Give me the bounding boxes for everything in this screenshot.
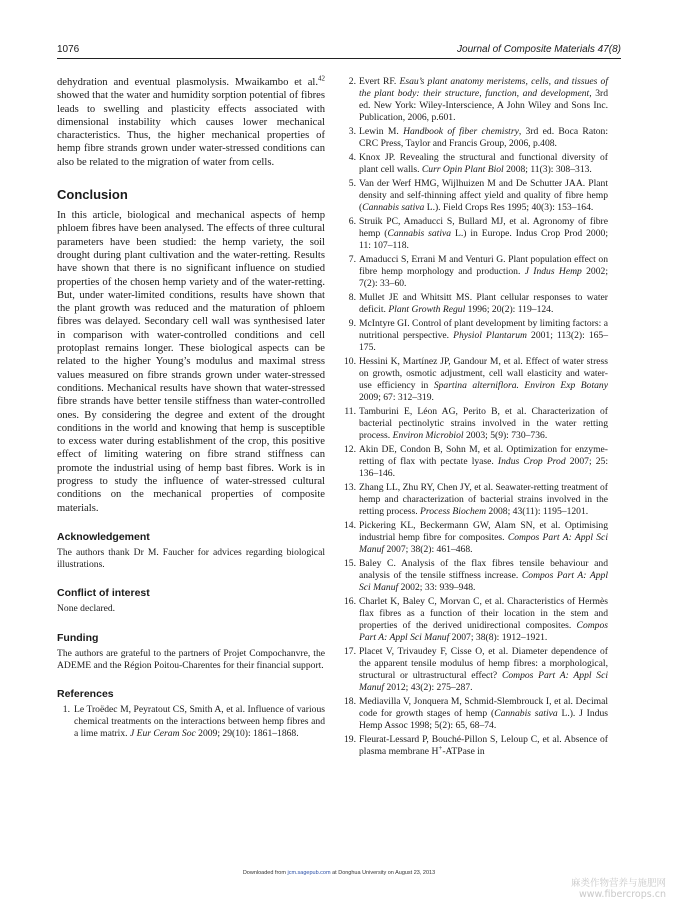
reference-item: 19. Fleurat-Lessard P, Bouché-Pillon S, Leloup C, et al. Absence of plasma membrane H+-ATPase in (344, 734, 608, 757)
reference-item: 13. Zhang LL, Zhu RY, Chen JY, et al. Seawater-retting treatment of hemp and characterization of bacterial strains involved in the retting process. Process Biochem 2008; 43(11): 1195–1201. (344, 482, 608, 517)
left-column (57, 76, 325, 742)
reference-item: 10. Hessini K, Martínez JP, Gandour M, et al. Effect of water stress on growth, osmotic adjustment, cell wall elasticity and water-use efficiency in Spartina alterniflora. Environ Exp Botany 2009; 67: 312–319. (344, 356, 608, 403)
reference-item: 11. Tamburini E, Léon AG, Perito B, et al. Characterization of bacterial pectinolytic strains involved in the water retting process. Environ Microbiol 2003; 5(9): 730–736. (344, 406, 608, 441)
reference-number: 5. (348, 178, 356, 189)
reference-item: 4. Knox JP. Revealing the structural and functional diversity of plant cell walls. Curr Opin Plant Biol 2008; 11(3): 308–313. (343, 152, 608, 176)
acknowledgement-heading: Acknowledgement (57, 530, 150, 543)
reference-number: 9. (348, 318, 356, 329)
reference-number: 2. (348, 76, 356, 87)
reference-item: 16. Charlet K, Baley C, Morvan C, et al. Characteristics of Hermès flax fibres as a function of their location in the stem and properties of the derived unidirectional composites. Compos Part A: Appl Sci Manuf 2007; 38(8): 1912–1921. (344, 596, 608, 643)
reference-number: 13. (344, 482, 356, 493)
citation-superscript[interactable]: 42 (318, 74, 325, 83)
reference-list-left (57, 704, 325, 740)
right-column (343, 76, 608, 760)
intro-paragraph: dehydration and eventual plasmolysis. Mwaikambo et al.$^{42}$ showed that the water and humidity sorption potential of fibres leads to swelling and plasticity effects associated with dimensional instability which causes lower mechanical characteristics. Thus, the higher mechanical properties of hemp fibre strands grown under water-stressed conditions can also be related to the migration of water from cells. (57, 74, 325, 168)
references-heading: References (57, 687, 114, 700)
reference-number: 1. (62, 703, 70, 715)
download-footer: Downloaded from jcm.sagepub.com at Donghua University on August 23, 2013 (242, 870, 436, 876)
journal-title: Journal of Composite Materials 47(8) (457, 44, 621, 55)
reference-item: 14. Pickering KL, Beckermann GW, Alam SN, et al. Optimising industrial hemp fibre for composites. Compos Part A: Appl Sci Manuf 2007; 38(2): 461–468. (344, 520, 608, 555)
site-watermark (571, 878, 666, 900)
watermark-url: www.fibercrops.cn (579, 889, 666, 900)
page-number: 1076 (57, 44, 80, 55)
reference-item: 7. Amaducci S, Errani M and Venturi G. Plant population effect on fibre hemp morphology and production. J Indus Hemp 2002; 7(2): 33–60. (343, 254, 608, 290)
reference-list-right (343, 76, 608, 758)
reference-item: 18. Mediavilla V, Jonquera M, Schmid-Slembrouck I, et al. Decimal code for growth stages of hemp (Cannabis sativa L.). J Indus Hemp Assoc 1998; 5(2): 65, 68–74. (344, 696, 608, 731)
reference-number: 6. (348, 216, 356, 227)
conflict-heading: Conflict of interest (57, 587, 150, 600)
reference-number: 16. (344, 596, 356, 607)
reference-number: 8. (348, 292, 356, 303)
reference-number: 10. (344, 356, 356, 367)
reference-item: 5. Van der Werf HMG, Wijlhuizen M and De Schutter JAA. Plant density and self-thinning affect yield and quality of fibre hemp (Cannabis sativa L.). Field Crops Res 1995; 40(3): 153–164. (343, 178, 608, 214)
reference-item: 17. Placet V, Trivaudey F, Cisse O, et al. Diameter dependence of the apparent tensile modulus of hemp fibres: a morphological, structural or ultrastructural effect? Compos Part A: Appl Sci Manuf 2012; 43(2): 275–287. (344, 646, 609, 693)
reference-item: 1. Le Troëdec M, Peyratout CS, Smith A, et al. Influence of various chemical treatments on the interactions between hemp fibres and a lime matrix. J Eur Ceram Soc 2009; 29(10): 1861–1868. (57, 704, 325, 740)
reference-number: 17. (344, 646, 356, 657)
reference-number: 7. (348, 254, 356, 265)
reference-number: 3. (348, 126, 356, 137)
conclusion-heading: Conclusion (57, 187, 128, 203)
reference-number: 11. (344, 406, 356, 417)
reference-item: 6. Struik PC, Amaducci S, Bullard MJ, et al. Agronomy of fibre hemp (Cannabis sativa L.) in Europe. Indus Crop Prod 2000; 11: 107–118. (343, 216, 608, 252)
running-header (57, 44, 621, 59)
reference-item: 15. Baley C. Analysis of the flax fibres tensile behaviour and analysis of the tensile stiffness increase. Compos Part A: Appl Sci Manuf 2002; 33: 939–948. (344, 558, 608, 593)
funding-text: The authors are grateful to the partners of Projet Compochanvre, the ADEME and the Région Poitou-Charentes for their financial support. (57, 647, 325, 671)
footer-link[interactable]: jcm.sagepub.com (287, 870, 331, 876)
acknowledgement-text: The authors thank Dr M. Faucher for advices regarding biological illustrations. (57, 546, 325, 571)
reference-number: 12. (344, 444, 356, 455)
watermark-cn: 麻类作物营养与施肥网 (570, 878, 666, 889)
reference-item: 2. Evert RF. Esau’s plant anatomy meristems, cells, and tissues of the plant body: their structure, function, and development, 3rd ed. New York: Wiley-Interscience, A John Wiley and Sons Inc. Publication, 2006, p.601. (343, 76, 608, 124)
reference-number: 15. (344, 558, 356, 569)
reference-item: 8. Mullet JE and Whitsitt MS. Plant cellular responses to water deficit. Plant Growth Regul 1996; 20(2): 119–124. (343, 292, 608, 316)
reference-item: 3. Lewin M. Handbook of fiber chemistry, 3rd ed. Boca Raton: CRC Press, Taylor and Francis Group, 2006, p.408. (343, 126, 608, 150)
conflict-text: None declared. (57, 603, 116, 615)
reference-number: 4. (348, 152, 356, 163)
reference-item: 12. Akin DE, Condon B, Sohn M, et al. Optimization for enzyme-retting of flax with pectate lyase. Indus Crop Prod 2007; 25: 136–146. (344, 444, 608, 479)
reference-number: 19. (344, 734, 356, 745)
reference-item: 9. McIntyre GI. Control of plant development by limiting factors: a nutritional perspective. Physiol Plantarum 2001; 113(2): 165–175. (343, 318, 608, 354)
reference-number: 14. (344, 520, 356, 531)
funding-heading: Funding (57, 631, 99, 644)
conclusion-paragraph: In this article, biological and mechanical aspects of hemp phloem fibres have been analysed. The effects of three cultural parameters have been studied: the hemp variety, the soil drought during plant cultivation and the water-retting. Results have shown that there is no significant influence on studied properties of the chosen hemp variety and of the water-retting. But, under water-limited conditions, results have shown that the plant growth was reduced and the maturation of phloem fibres was delayed. Secondary cell wall was synthesised later in comparison with water-controlled conditions and cell protoplast remains longer. These biological aspects can be related to the higher Young’s modulus and maximal stress values measured on fibre strands grown under water-stressed conditions. Mechanical results have shown that water-stressed fibre strands have better tensile stiffness than water-controlled ones. By considering the degree and extent of the drought conditions in the world and knowing that hemp is susceptible to excess water during establishment of the crop, this positive effect of limiting watering on fibre strand stiffness can promote the industrial using of hemp bast fibres. Work is in progress to study the influence of water-stressed cultural conditions on the mechanical properties of composite materials. (57, 210, 325, 514)
reference-number: 18. (344, 696, 356, 707)
